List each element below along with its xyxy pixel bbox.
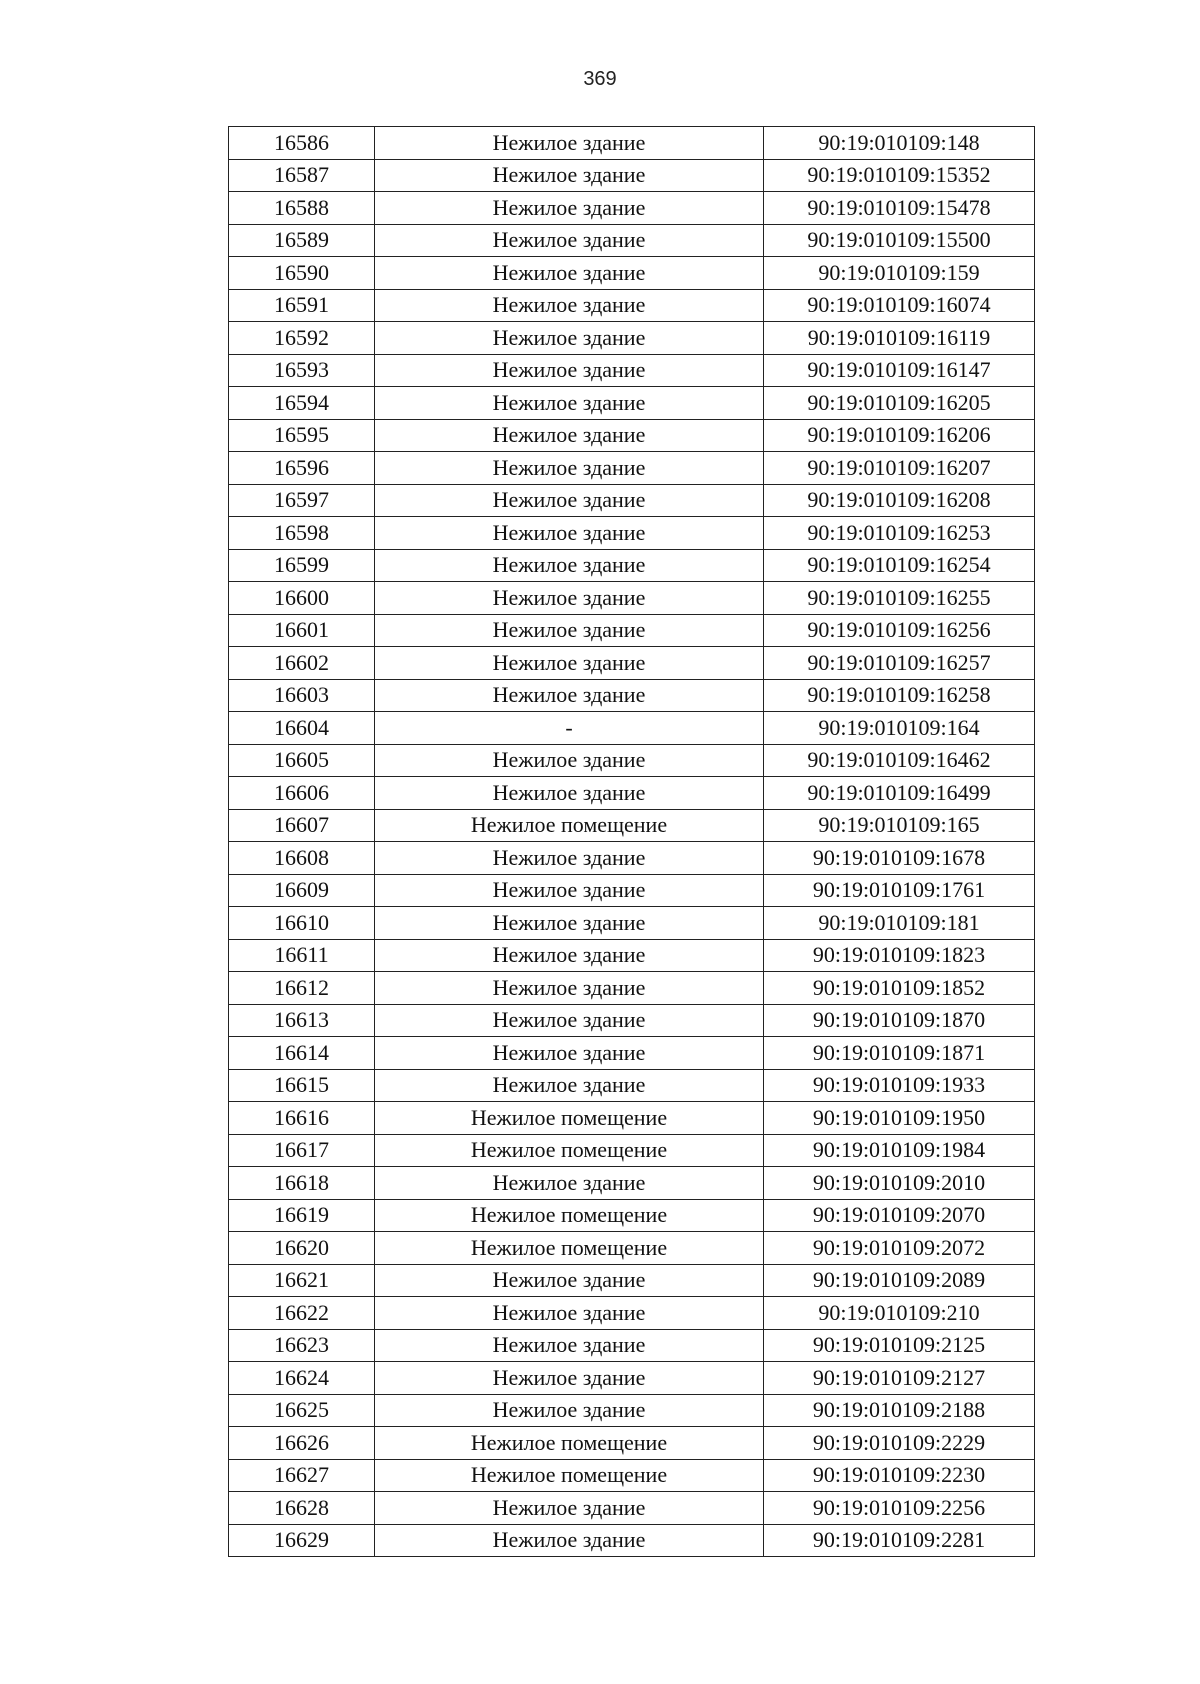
object-type-cell: Нежилое здание [375,777,764,810]
table-row [229,484,1035,517]
registry-table-container [228,126,1034,1557]
cadastral-number-cell: 90:19:010109:1678 [764,842,1035,875]
object-type-cell: Нежилое здание [375,387,764,420]
object-type-cell: Нежилое помещение [375,1102,764,1135]
object-type-cell: Нежилое здание [375,127,764,160]
object-type-cell: Нежилое здание [375,744,764,777]
cadastral-number-cell: 90:19:010109:2127 [764,1362,1035,1395]
cadastral-number-cell: 90:19:010109:1984 [764,1134,1035,1167]
table-row [229,1134,1035,1167]
cadastral-number-cell: 90:19:010109:16462 [764,744,1035,777]
object-type-cell: Нежилое помещение [375,1134,764,1167]
row-number-cell: 16600 [229,582,375,615]
row-number-cell: 16606 [229,777,375,810]
table-row [229,712,1035,745]
object-type-cell: Нежилое здание [375,257,764,290]
table-row [229,1427,1035,1460]
table-row [229,874,1035,907]
row-number-cell: 16592 [229,322,375,355]
object-type-cell: Нежилое здание [375,159,764,192]
object-type-cell: Нежилое помещение [375,1427,764,1460]
cadastral-number-cell: 90:19:010109:2229 [764,1427,1035,1460]
cadastral-number-cell: 90:19:010109:148 [764,127,1035,160]
row-number-cell: 16623 [229,1329,375,1362]
table-row [229,744,1035,777]
object-type-cell: Нежилое здание [375,939,764,972]
row-number-cell: 16622 [229,1297,375,1330]
row-number-cell: 16602 [229,647,375,680]
cadastral-number-cell: 90:19:010109:1870 [764,1004,1035,1037]
cadastral-number-cell: 90:19:010109:1823 [764,939,1035,972]
row-number-cell: 16605 [229,744,375,777]
table-body [229,127,1035,1557]
object-type-cell: Нежилое здание [375,647,764,680]
row-number-cell: 16587 [229,159,375,192]
cadastral-number-cell: 90:19:010109:1950 [764,1102,1035,1135]
cadastral-number-cell: 90:19:010109:2072 [764,1232,1035,1265]
table-row [229,549,1035,582]
cadastral-number-cell: 90:19:010109:16207 [764,452,1035,485]
object-type-cell: Нежилое здание [375,842,764,875]
row-number-cell: 16595 [229,419,375,452]
row-number-cell: 16624 [229,1362,375,1395]
cadastral-number-cell: 90:19:010109:16254 [764,549,1035,582]
table-row [229,1037,1035,1070]
object-type-cell: Нежилое здание [375,419,764,452]
row-number-cell: 16593 [229,354,375,387]
cadastral-number-cell: 90:19:010109:16205 [764,387,1035,420]
cadastral-number-cell: 90:19:010109:2188 [764,1394,1035,1427]
row-number-cell: 16618 [229,1167,375,1200]
cadastral-number-cell: 90:19:010109:1852 [764,972,1035,1005]
cadastral-number-cell: 90:19:010109:15352 [764,159,1035,192]
cadastral-number-cell: 90:19:010109:1933 [764,1069,1035,1102]
row-number-cell: 16599 [229,549,375,582]
cadastral-number-cell: 90:19:010109:16257 [764,647,1035,680]
cadastral-number-cell: 90:19:010109:164 [764,712,1035,745]
cadastral-number-cell: 90:19:010109:16074 [764,289,1035,322]
object-type-cell: Нежилое помещение [375,1232,764,1265]
row-number-cell: 16615 [229,1069,375,1102]
row-number-cell: 16598 [229,517,375,550]
object-type-cell: Нежилое здание [375,614,764,647]
cadastral-number-cell: 90:19:010109:1761 [764,874,1035,907]
table-row [229,517,1035,550]
cadastral-number-cell: 90:19:010109:2089 [764,1264,1035,1297]
object-type-cell: Нежилое помещение [375,1199,764,1232]
row-number-cell: 16611 [229,939,375,972]
row-number-cell: 16586 [229,127,375,160]
table-row [229,1297,1035,1330]
table-row [229,1492,1035,1525]
object-type-cell: Нежилое помещение [375,1459,764,1492]
table-row [229,1394,1035,1427]
table-row [229,224,1035,257]
table-row [229,354,1035,387]
row-number-cell: 16621 [229,1264,375,1297]
row-number-cell: 16597 [229,484,375,517]
table-row [229,939,1035,972]
cadastral-number-cell: 90:19:010109:16119 [764,322,1035,355]
row-number-cell: 16628 [229,1492,375,1525]
row-number-cell: 16594 [229,387,375,420]
object-type-cell: Нежилое здание [375,484,764,517]
row-number-cell: 16607 [229,809,375,842]
row-number-cell: 16627 [229,1459,375,1492]
cadastral-number-cell: 90:19:010109:165 [764,809,1035,842]
table-row [229,777,1035,810]
row-number-cell: 16625 [229,1394,375,1427]
cadastral-number-cell: 90:19:010109:16253 [764,517,1035,550]
table-row [229,614,1035,647]
row-number-cell: 16588 [229,192,375,225]
table-row [229,679,1035,712]
object-type-cell: Нежилое здание [375,874,764,907]
row-number-cell: 16589 [229,224,375,257]
row-number-cell: 16603 [229,679,375,712]
object-type-cell: Нежилое здание [375,1297,764,1330]
object-type-cell: Нежилое помещение [375,809,764,842]
row-number-cell: 16626 [229,1427,375,1460]
table-row [229,452,1035,485]
object-type-cell: Нежилое здание [375,1524,764,1557]
row-number-cell: 16596 [229,452,375,485]
table-row [229,1524,1035,1557]
table-row [229,842,1035,875]
object-type-cell: Нежилое здание [375,972,764,1005]
cadastral-number-cell: 90:19:010109:2256 [764,1492,1035,1525]
table-row [229,1199,1035,1232]
row-number-cell: 16613 [229,1004,375,1037]
table-row [229,419,1035,452]
cadastral-number-cell: 90:19:010109:2070 [764,1199,1035,1232]
object-type-cell: Нежилое здание [375,582,764,615]
table-row [229,907,1035,940]
object-type-cell: Нежилое здание [375,1394,764,1427]
cadastral-number-cell: 90:19:010109:16256 [764,614,1035,647]
object-type-cell: Нежилое здание [375,192,764,225]
row-number-cell: 16610 [229,907,375,940]
object-type-cell: Нежилое здание [375,549,764,582]
row-number-cell: 16590 [229,257,375,290]
table-row [229,1232,1035,1265]
table-row [229,289,1035,322]
object-type-cell: Нежилое здание [375,1004,764,1037]
object-type-cell: Нежилое здание [375,224,764,257]
row-number-cell: 16591 [229,289,375,322]
cadastral-number-cell: 90:19:010109:15478 [764,192,1035,225]
row-number-cell: 16629 [229,1524,375,1557]
table-row [229,582,1035,615]
object-type-cell: Нежилое здание [375,1362,764,1395]
cadastral-number-cell: 90:19:010109:15500 [764,224,1035,257]
object-type-cell: Нежилое здание [375,1167,764,1200]
table-row [229,1329,1035,1362]
row-number-cell: 16612 [229,972,375,1005]
object-type-cell: Нежилое здание [375,452,764,485]
object-type-cell: - [375,712,764,745]
cadastral-number-cell: 90:19:010109:210 [764,1297,1035,1330]
row-number-cell: 16620 [229,1232,375,1265]
object-type-cell: Нежилое здание [375,1037,764,1070]
row-number-cell: 16604 [229,712,375,745]
table-row [229,647,1035,680]
row-number-cell: 16614 [229,1037,375,1070]
table-row [229,1264,1035,1297]
object-type-cell: Нежилое здание [375,679,764,712]
table-row [229,159,1035,192]
object-type-cell: Нежилое здание [375,322,764,355]
table-row [229,387,1035,420]
table-row [229,1459,1035,1492]
table-row [229,1102,1035,1135]
cadastral-number-cell: 90:19:010109:16258 [764,679,1035,712]
object-type-cell: Нежилое здание [375,354,764,387]
table-row [229,192,1035,225]
table-row [229,809,1035,842]
cadastral-number-cell: 90:19:010109:16499 [764,777,1035,810]
row-number-cell: 16609 [229,874,375,907]
cadastral-number-cell: 90:19:010109:2281 [764,1524,1035,1557]
object-type-cell: Нежилое здание [375,1329,764,1362]
table-row [229,1069,1035,1102]
table-row [229,1004,1035,1037]
object-type-cell: Нежилое здание [375,517,764,550]
object-type-cell: Нежилое здание [375,1264,764,1297]
table-row [229,972,1035,1005]
cadastral-number-cell: 90:19:010109:159 [764,257,1035,290]
row-number-cell: 16608 [229,842,375,875]
cadastral-number-cell: 90:19:010109:16208 [764,484,1035,517]
page-number: 369 [583,68,617,90]
table-row [229,322,1035,355]
cadastral-number-cell: 90:19:010109:16255 [764,582,1035,615]
row-number-cell: 16617 [229,1134,375,1167]
table-row [229,1167,1035,1200]
table-row [229,257,1035,290]
cadastral-number-cell: 90:19:010109:16206 [764,419,1035,452]
cadastral-number-cell: 90:19:010109:16147 [764,354,1035,387]
cadastral-number-cell: 90:19:010109:2125 [764,1329,1035,1362]
row-number-cell: 16601 [229,614,375,647]
row-number-cell: 16619 [229,1199,375,1232]
object-type-cell: Нежилое здание [375,1069,764,1102]
cadastral-number-cell: 90:19:010109:181 [764,907,1035,940]
registry-table [228,126,1035,1557]
cadastral-number-cell: 90:19:010109:2010 [764,1167,1035,1200]
cadastral-number-cell: 90:19:010109:1871 [764,1037,1035,1070]
table-row [229,1362,1035,1395]
table-row [229,127,1035,160]
object-type-cell: Нежилое здание [375,907,764,940]
cadastral-number-cell: 90:19:010109:2230 [764,1459,1035,1492]
object-type-cell: Нежилое здание [375,1492,764,1525]
object-type-cell: Нежилое здание [375,289,764,322]
row-number-cell: 16616 [229,1102,375,1135]
